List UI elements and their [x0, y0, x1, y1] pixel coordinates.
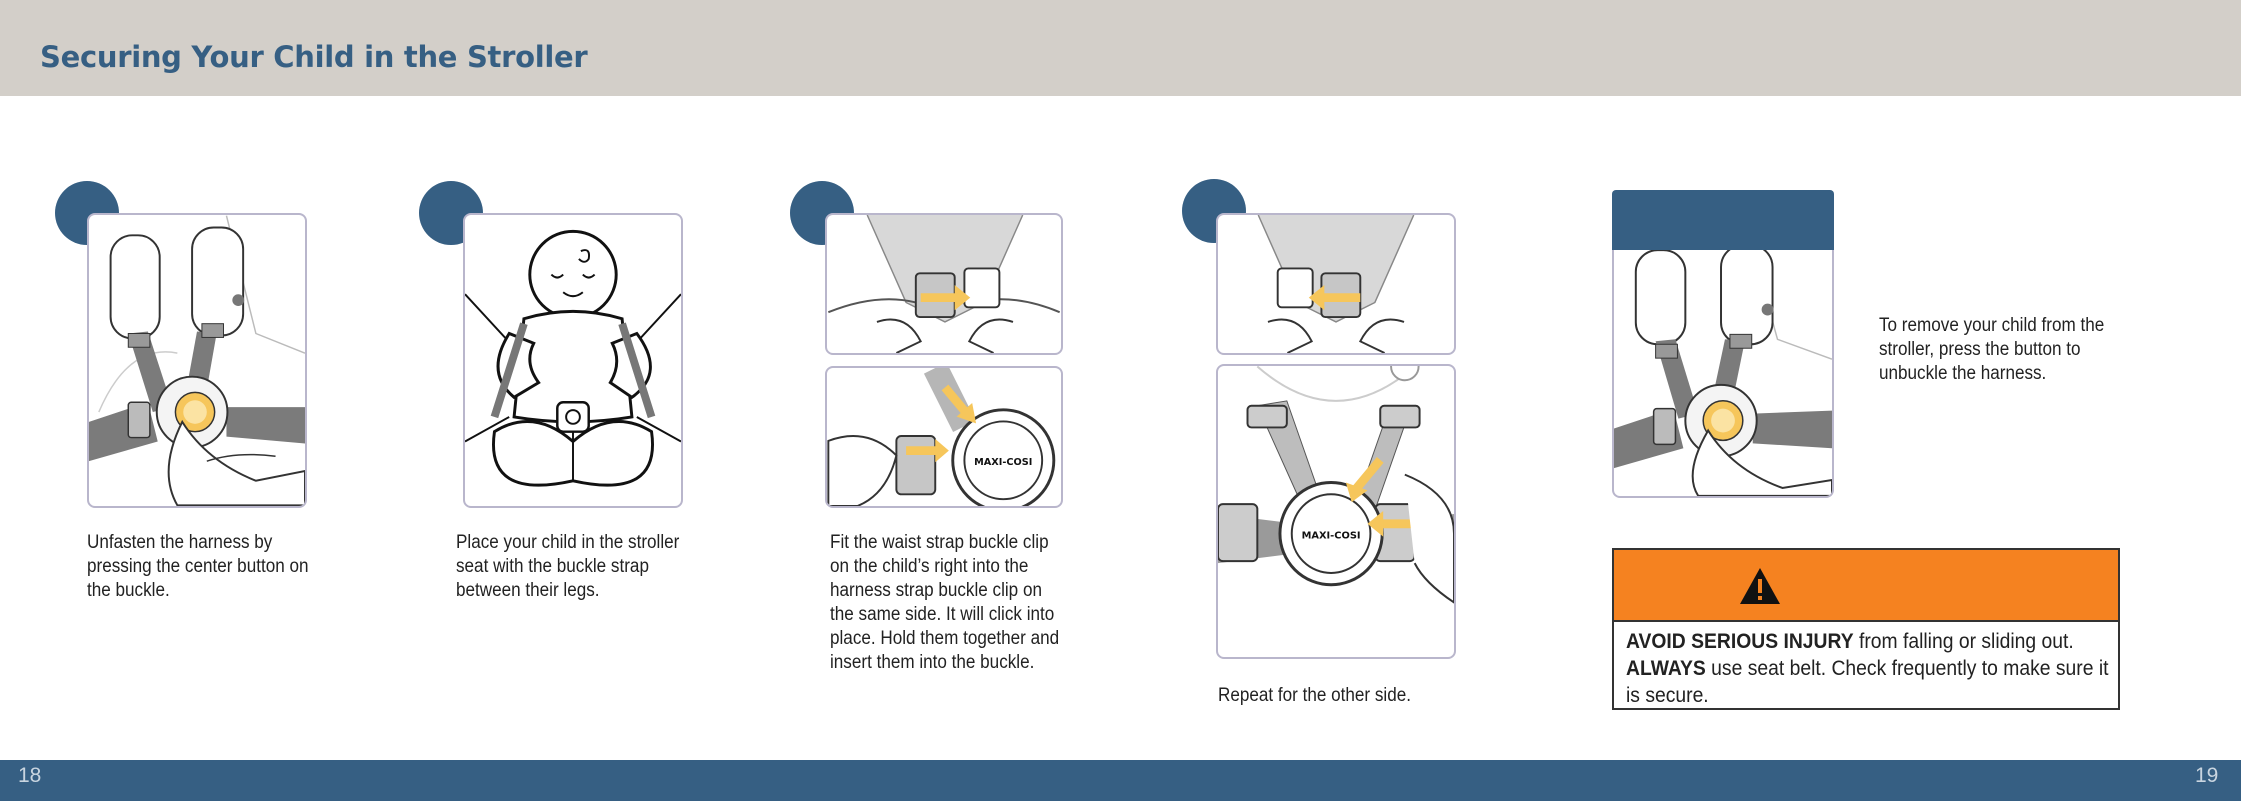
warning-header	[1614, 550, 2118, 622]
step-4-illustration-top	[1216, 213, 1456, 355]
caption-line: pressing the center button on	[87, 556, 309, 577]
step-3-caption	[830, 531, 1073, 675]
warning-text-2: use seat belt. Check frequently to make sure it is secure.	[1626, 657, 2109, 707]
caption-line: harness strap buckle clip on	[830, 580, 1042, 601]
caption-line: Place your child in the stroller	[456, 532, 680, 553]
caption-line: on the child’s right into the	[830, 556, 1029, 577]
step-1-caption	[87, 531, 321, 603]
warning-triangle-icon	[1738, 566, 1782, 606]
page-number-right: 19	[2195, 764, 2219, 787]
step-3-illustration-top	[825, 213, 1063, 355]
step-1-illustration	[87, 213, 307, 508]
caption-line: seat with the buckle strap	[456, 556, 649, 577]
warning-box	[1612, 548, 2120, 710]
caption-line: stroller, press the button to	[1879, 339, 2081, 360]
brand-label: MAXI-COSI	[1301, 530, 1361, 542]
page-number-left: 18	[18, 764, 42, 787]
caption-line: Fit the waist strap buckle clip	[830, 532, 1049, 553]
page-title: Securing Your Child in the Stroller	[40, 40, 588, 74]
step-2-caption	[456, 531, 690, 603]
caption-line: the same side. It will click into	[830, 604, 1055, 625]
warning-text-1: from falling or sliding out.	[1853, 630, 2074, 653]
warning-bold-1: AVOID SERIOUS INJURY	[1626, 630, 1854, 653]
step-4-illustration-bottom	[1216, 364, 1456, 659]
caption-line: To remove your child from the	[1879, 315, 2105, 336]
brand-label: MAXI-COSI	[974, 457, 1033, 469]
step-4-caption	[1218, 684, 1452, 708]
step-3-illustration-bottom	[825, 366, 1063, 508]
remove-panel-header	[1612, 190, 1834, 252]
warning-text	[1626, 628, 2109, 709]
footer-band	[0, 760, 2241, 801]
caption-line: unbuckle the harness.	[1879, 363, 2047, 384]
remove-caption	[1879, 314, 2122, 386]
caption-line: between their legs.	[456, 580, 600, 601]
warning-bold-2: ALWAYS	[1626, 657, 1706, 680]
caption-line: place. Hold them together and	[830, 628, 1060, 649]
caption-line: insert them into the buckle.	[830, 652, 1035, 673]
caption-line: the buckle.	[87, 580, 170, 601]
remove-illustration	[1612, 250, 1834, 498]
step-2-illustration	[463, 213, 683, 508]
caption-line: Unfasten the harness by	[87, 532, 273, 553]
caption-line: Repeat for the other side.	[1218, 685, 1411, 706]
